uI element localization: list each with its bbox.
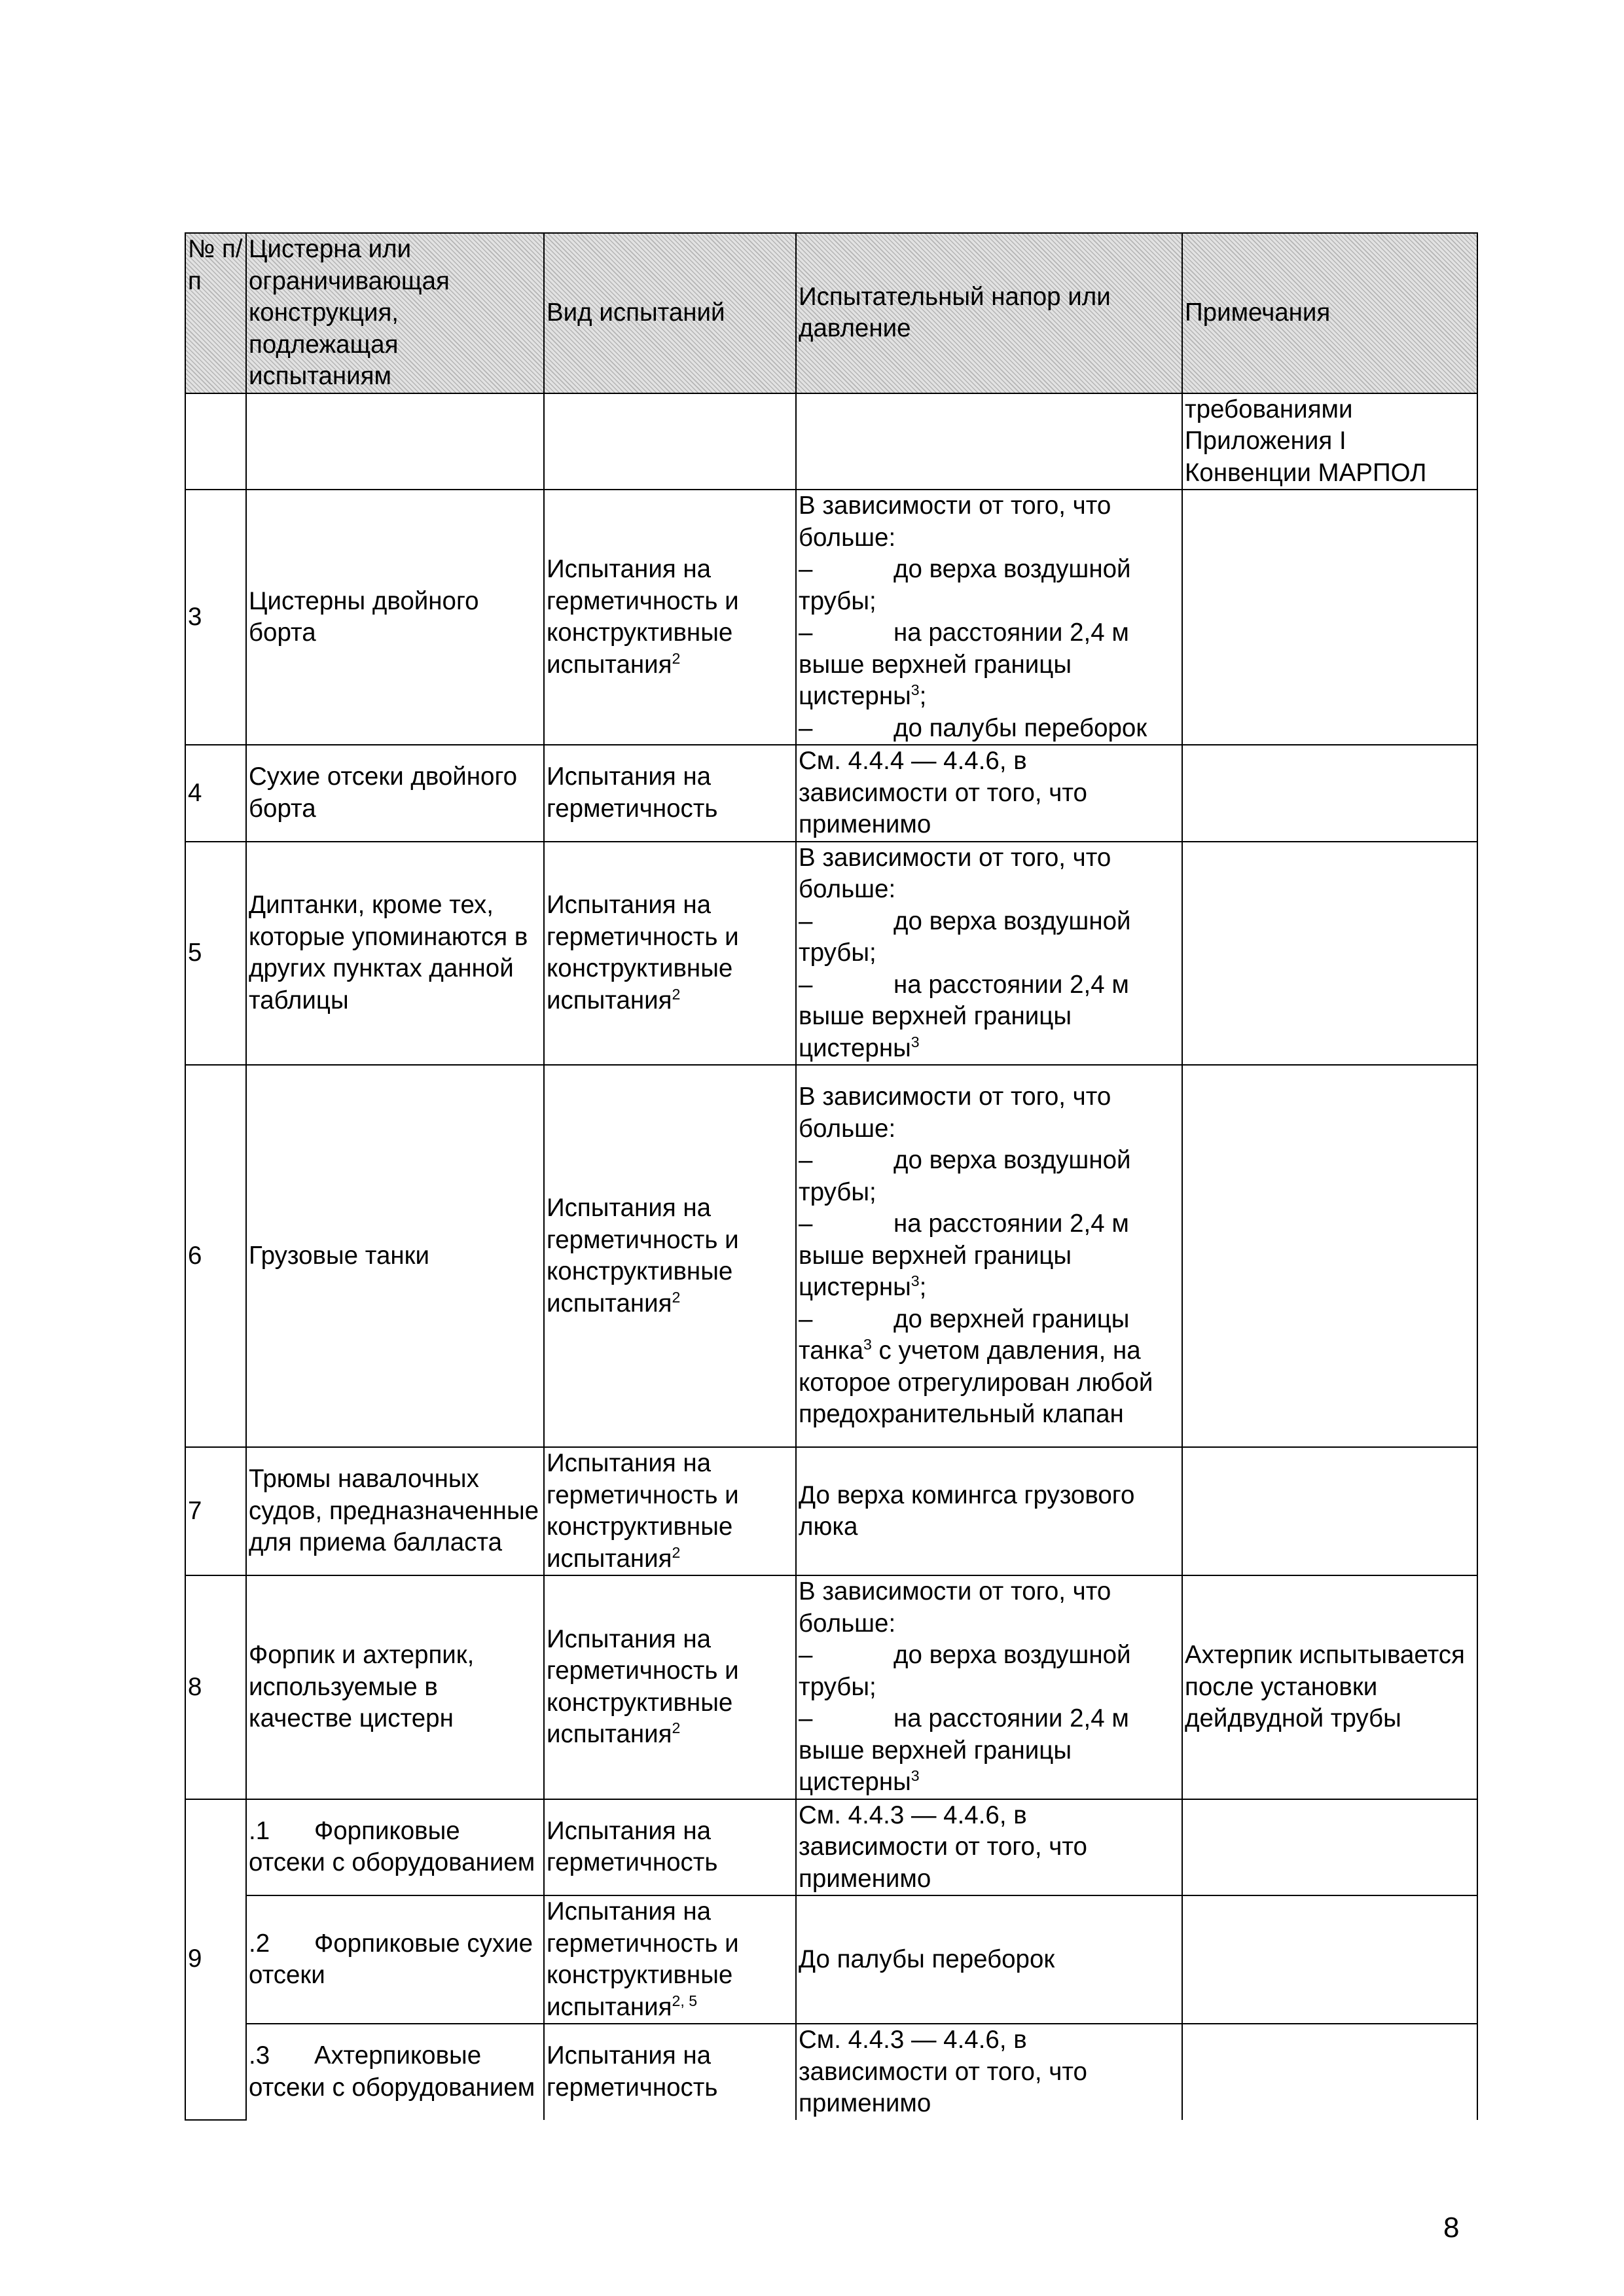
cell-test-type: Испытания на герметичность и конструктивные испытания$^2$ xyxy=(544,842,796,1066)
cell-notes: Ахтерпик испытывается после установки дейдвудной трубы xyxy=(1182,1575,1477,1799)
cell-test-type: Испытания на герметичность и конструктивные испытания$^2$ xyxy=(544,1065,796,1447)
cell-number: 9 xyxy=(185,1799,246,2120)
cell-notes xyxy=(1182,745,1477,842)
cell-notes xyxy=(1182,842,1477,1066)
cell-tank: .3 Ахтерпиковые отсеки с оборудованием xyxy=(246,2024,544,2120)
cell-tank: Диптанки, кроме тех, которые упоминаются в других пунктах данной таблицы xyxy=(246,842,544,1066)
cell-tank: .2 Форпиковые сухие отсеки xyxy=(246,1895,544,2024)
cell-tank: .1 Форпиковые отсеки с оборудованием xyxy=(246,1799,544,1896)
table-row xyxy=(185,490,1477,745)
cell-tank: Грузовые танки xyxy=(246,1065,544,1447)
cell-notes xyxy=(1182,1799,1477,1896)
test-requirements-table xyxy=(185,232,1478,2121)
cell-tank: Трюмы навалочных судов, предназначенные для приема балласта xyxy=(246,1447,544,1575)
cell-test-head: В зависимости от того, что больше: – до верха воздушной трубы; – на расстоянии 2,4 м выше верхней границы цистерны$^3$; – до верхней границы танка$^3$ с учетом давления, на которое отрегулирован любой предохранительный клапан xyxy=(796,1065,1182,1447)
table-row xyxy=(185,1575,1477,1799)
table-row xyxy=(185,1065,1477,1447)
table-row xyxy=(185,745,1477,842)
cell-test-head: См. 4.4.3 — 4.4.6, в зависимости от того, что применимо xyxy=(796,1799,1182,1896)
cell-test-type xyxy=(544,393,796,490)
table-header-row xyxy=(185,233,1477,393)
cell-notes xyxy=(1182,1895,1477,2024)
cell-test-type: Испытания на герметичность xyxy=(544,1799,796,1896)
header-notes: Примечания xyxy=(1182,233,1477,393)
cell-test-type: Испытания на герметичность и конструктивные испытания$^2$ xyxy=(544,490,796,745)
table-row xyxy=(185,1895,1477,2024)
header-test-head: Испытательный напор или давление xyxy=(796,233,1182,393)
table-row xyxy=(185,842,1477,1066)
cell-tank: Цистерны двойного борта xyxy=(246,490,544,745)
table-row xyxy=(185,2024,1477,2120)
cell-number: 6 xyxy=(185,1065,246,1447)
cell-test-type: Испытания на герметичность и конструктивные испытания$^2$ xyxy=(544,1575,796,1799)
cell-test-type: Испытания на герметичность xyxy=(544,2024,796,2120)
cell-tank: Форпик и ахтерпик, используемые в качестве цистерн xyxy=(246,1575,544,1799)
cell-tank: Сухие отсеки двойного борта xyxy=(246,745,544,842)
table-row xyxy=(185,1799,1477,1896)
cell-number: 3 xyxy=(185,490,246,745)
cell-notes xyxy=(1182,1065,1477,1447)
page-number: 8 xyxy=(1443,2212,1460,2244)
cell-number: 8 xyxy=(185,1575,246,1799)
header-test-type: Вид испытаний xyxy=(544,233,796,393)
table-row xyxy=(185,393,1477,490)
cell-test-head: В зависимости от того, что больше: – до верха воздушной трубы; – на расстоянии 2,4 м выше верхней границы цистерны$^3$; – до палубы переборок xyxy=(796,490,1182,745)
cell-number: 4 xyxy=(185,745,246,842)
cell-test-head: См. 4.4.3 — 4.4.6, в зависимости от того, что применимо xyxy=(796,2024,1182,2120)
cell-test-head: В зависимости от того, что больше: – до верха воздушной трубы; – на расстоянии 2,4 м выше верхней границы цистерны$^3$ xyxy=(796,842,1182,1066)
cell-notes: требованиями Приложения I Конвенции МАРПОЛ xyxy=(1182,393,1477,490)
cell-test-head: См. 4.4.4 — 4.4.6, в зависимости от того, что применимо xyxy=(796,745,1182,842)
cell-number xyxy=(185,393,246,490)
cell-number: 5 xyxy=(185,842,246,1066)
cell-number: 7 xyxy=(185,1447,246,1575)
cell-test-head: До палубы переборок xyxy=(796,1895,1182,2024)
cell-test-type: Испытания на герметичность xyxy=(544,745,796,842)
cell-test-type: Испытания на герметичность и конструктивные испытания$^2$ xyxy=(544,1447,796,1575)
cell-notes xyxy=(1182,490,1477,745)
cell-notes xyxy=(1182,2024,1477,2120)
header-tank: Цистерна или ограничивающая конструкция, подлежащая испытаниям xyxy=(246,233,544,393)
cell-tank xyxy=(246,393,544,490)
header-number: № п/п xyxy=(185,233,246,393)
cell-test-head: В зависимости от того, что больше: – до верха воздушной трубы; – на расстоянии 2,4 м выше верхней границы цистерны$^3$ xyxy=(796,1575,1182,1799)
cell-test-head xyxy=(796,393,1182,490)
cell-test-type: Испытания на герметичность и конструктивные испытания$^{2, 5}$ xyxy=(544,1895,796,2024)
cell-test-head: До верха комингса грузового люка xyxy=(796,1447,1182,1575)
table-row xyxy=(185,1447,1477,1575)
cell-notes xyxy=(1182,1447,1477,1575)
